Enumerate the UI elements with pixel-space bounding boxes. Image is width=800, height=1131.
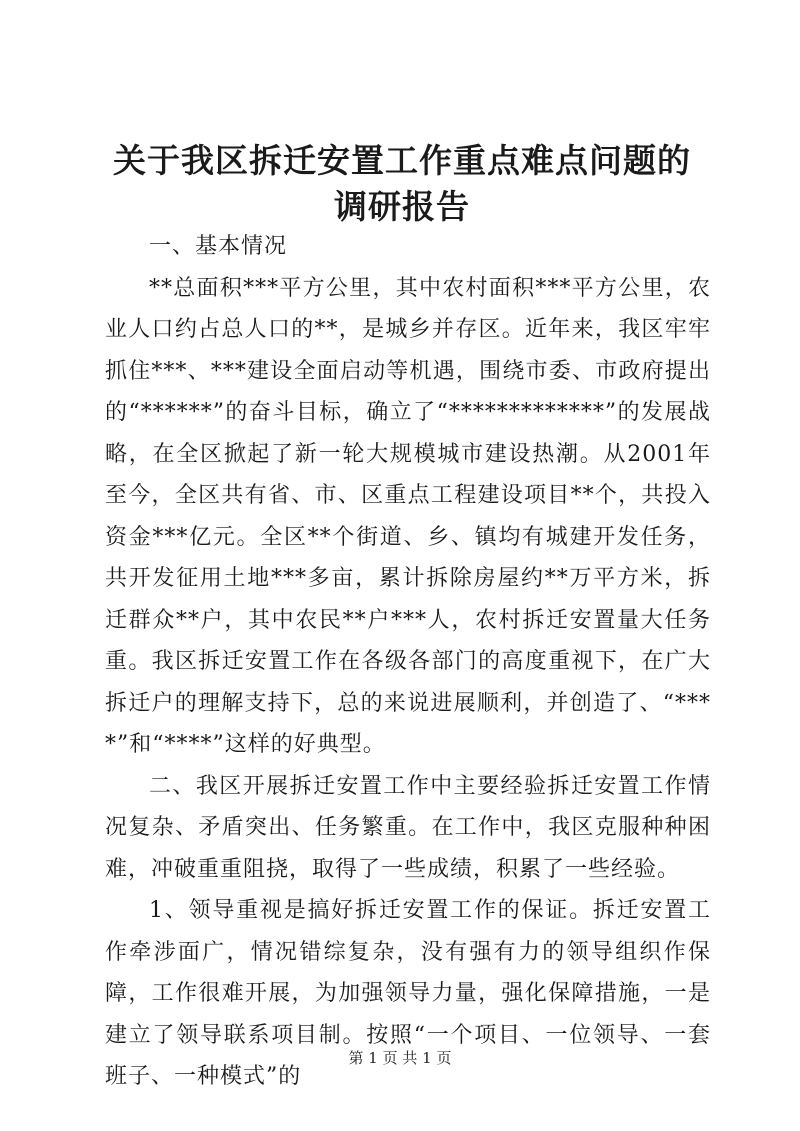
paragraph-basic-situation: **总面积***平方公里，其中农村面积***平方公里，农业人口约占总人口的**，是城乡并存区。近年来，我区牢牢抓住***、***建设全面启动等机遇，围绕市委、市政府提出的“******”的奋斗目标，确立了“*************”的发展战略，在全区掀起了新一轮大规模城市建设热潮。从2001年至今，全区共有省、市、区重点工程建设项目**个，共投入资金***亿元。全区**个街道、乡、镇均有城建开发任务，共开发征用土地***多亩，累计拆除房屋约**万平方米，拆迁群众**户，其中农民**户***人，农村拆迁安置量大任务重。我区拆迁安置工作在各级各部门的高度重视下，在广大拆迁户的理解支持下，总的来说进展顺利，并创造了、“****”和“****”这样的好典型。 bbox=[105, 275, 711, 757]
page-footer bbox=[0, 1048, 800, 1068]
section-heading-main-experience: 二、我区开展拆迁安置工作中主要经验拆迁安置工作情况复杂、矛盾突出、任务繁重。在工作中，我区克服种种困难，冲破重重阻挠，取得了一些成绩，积累了一些经验。 bbox=[105, 773, 711, 882]
paragraph-leadership-attention: 1、领导重视是搞好拆迁安置工作的保证。拆迁安置工作牵涉面广，情况错综复杂，没有强有力的领导组织作保障，工作很难开展，为加强领导力量，强化保障措施，一是建立了领导联系项目制。按照“一个项目、一位领导、一套班子、一种模式”的 bbox=[105, 898, 711, 1089]
page-number: 第 1 页 共 1 页 bbox=[348, 1049, 452, 1067]
document-body bbox=[105, 226, 711, 1098]
document-title: 关于我区拆迁安置工作重点难点问题的调研报告 bbox=[113, 141, 691, 226]
section-heading-basic-situation: 一、基本情况 bbox=[149, 234, 288, 259]
